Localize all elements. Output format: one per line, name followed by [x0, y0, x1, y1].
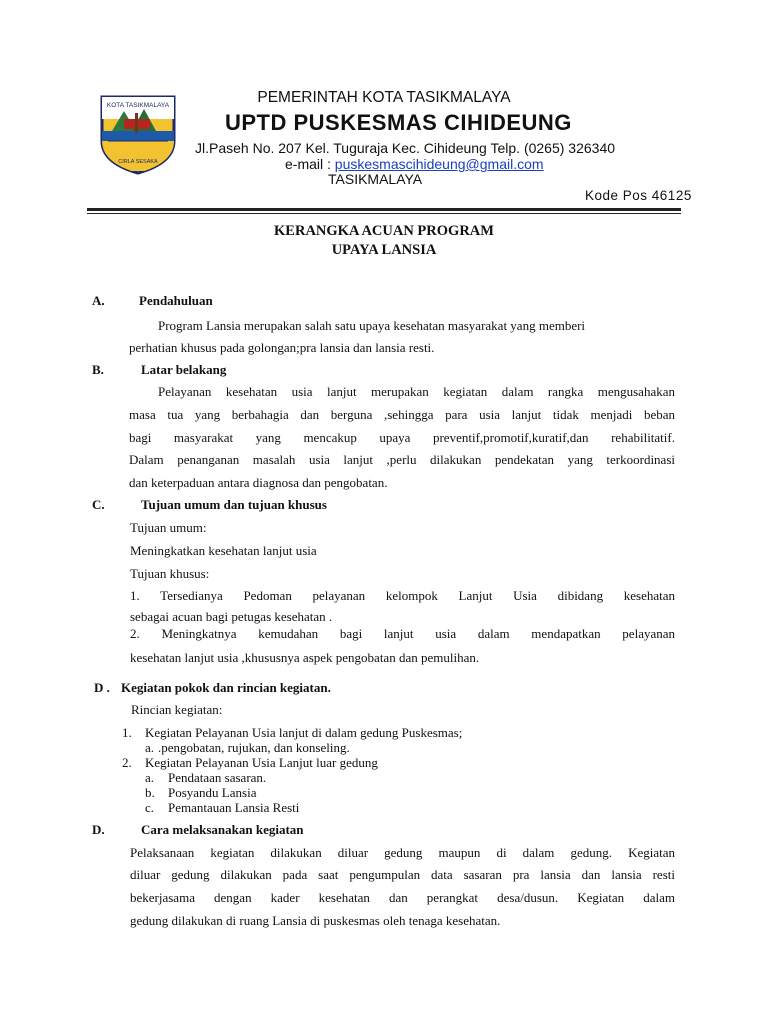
section-d-marker: D .: [94, 680, 110, 695]
postal-code: Kode Pos 46125: [585, 188, 692, 203]
government-name: PEMERINTAH KOTA TASIKMALAYA: [257, 89, 511, 106]
logo-text-bottom: CIRLA SESAKA: [118, 159, 158, 165]
email-link[interactable]: puskesmascihideung@gmail.com: [334, 156, 544, 172]
section-b-text-line: dan keterpaduan antara diagnosa dan pengobatan.: [129, 475, 388, 490]
document-title: KERANGKA ACUAN PROGRAM: [274, 223, 494, 239]
activity-number: 1.: [122, 725, 132, 740]
section-c-marker: C.: [92, 497, 105, 512]
section-a-heading: Pendahuluan: [139, 293, 213, 308]
section-b-heading: Latar belakang: [141, 362, 227, 377]
activity-detail-label: Rincian kegiatan:: [131, 702, 223, 717]
specific-goal-label: Tujuan khusus:: [130, 566, 210, 581]
document-subtitle: UPAYA LANSIA: [331, 242, 437, 258]
general-goal-label: Tujuan umum:: [130, 520, 207, 535]
specific-goal-item-cont: kesehatan lanjut usia ,khususnya aspek pengobatan dan pemulihan.: [130, 650, 480, 665]
section-a-text-line: perhatian khusus pada golongan;pra lansia dan lansia resti.: [129, 340, 435, 355]
specific-goal-item: 2. Meningkatnya kemudahan bagi lanjut usia dalam mendapatkan pelayanan: [130, 626, 675, 641]
institution-name: UPTD PUSKESMAS CIHIDEUNG: [225, 110, 572, 135]
specific-goal-item-cont: sebagai acuan bagi petugas kesehatan .: [130, 609, 333, 624]
activity-sub-letter: b.: [145, 785, 155, 800]
activity-sub-item: Pendataan sasaran.: [168, 770, 267, 785]
implementation-text-line: Pelaksanaan kegiatan dilakukan diluar gedung maupun di dalam gedung. Kegiatan: [130, 845, 675, 860]
city-name: TASIKMALAYA: [328, 171, 423, 187]
email-label: e-mail :: [285, 156, 335, 172]
implementation-text-line: diluar gedung dilakukan pada saat pengumpulan data sasaran pra lansia dan lansia resti: [130, 867, 675, 882]
activity-number: 2.: [122, 755, 132, 770]
activity-item: Kegiatan Pelayanan Usia Lanjut luar gedung: [145, 755, 378, 770]
section-d2-heading: Cara melaksanakan kegiatan: [141, 822, 304, 837]
activity-sub-letter: a.: [145, 770, 155, 785]
section-a-marker: A.: [92, 293, 105, 308]
general-goal-text: Meningkatkan kesehatan lanjut usia: [130, 543, 317, 558]
section-b-text-line: masa tua yang berbahagia dan berguna ,sehingga para usia lanjut tidak menjadi beban: [129, 407, 675, 422]
section-b-text-line: bagi masyarakat yang mencakup upaya preventif,promotif,kuratif,dan rehabilitatif.: [129, 430, 675, 445]
section-b-text-line: Dalam penanganan masalah usia lanjut ,perlu dilakukan pendekatan yang terkoordinasi: [129, 452, 675, 467]
letterhead-divider-thin: [87, 213, 681, 214]
activity-sub-letter: c.: [145, 800, 155, 815]
activity-item: Kegiatan Pelayanan Usia lanjut di dalam gedung Puskesmas;: [145, 725, 463, 740]
section-d2-marker: D.: [92, 822, 105, 837]
logo-text-top: KOTA TASIKMALAYA: [106, 102, 170, 109]
activity-sub-item: Posyandu Lansia: [168, 785, 257, 800]
activity-sub-item: Pemantauan Lansia Resti: [168, 800, 300, 815]
section-c-heading: Tujuan umum dan tujuan khusus: [141, 497, 327, 512]
institution-address: Jl.Paseh No. 207 Kel. Tuguraja Kec. Cihideung Telp. (0265) 326340: [195, 140, 616, 156]
section-b-marker: B.: [92, 362, 104, 377]
section-a-text-line: Program Lansia merupakan salah satu upaya kesehatan masyarakat yang memberi: [158, 318, 586, 333]
email-line: [285, 156, 544, 172]
letterhead-divider-thick: [87, 208, 681, 211]
section-d-heading: Kegiatan pokok dan rincian kegiatan.: [121, 680, 331, 695]
activity-sub-item: .pengobatan, rujukan, dan konseling.: [158, 740, 350, 755]
section-b-text-line: Pelayanan kesehatan usia lanjut merupakan kegiatan dalam rangka mengusahakan: [158, 384, 675, 399]
specific-goal-item: 1. Tersedianya Pedoman pelayanan kelompok Lanjut Usia dibidang kesehatan: [130, 588, 675, 603]
implementation-text-line: gedung dilakukan di ruang Lansia di puskesmas oleh tenaga kesehatan.: [130, 913, 501, 928]
implementation-text-line: bekerjasama dengan kader kesehatan dan perangkat desa/dusun. Kegiatan dalam: [130, 890, 675, 905]
activity-sub-letter: a.: [145, 740, 155, 755]
